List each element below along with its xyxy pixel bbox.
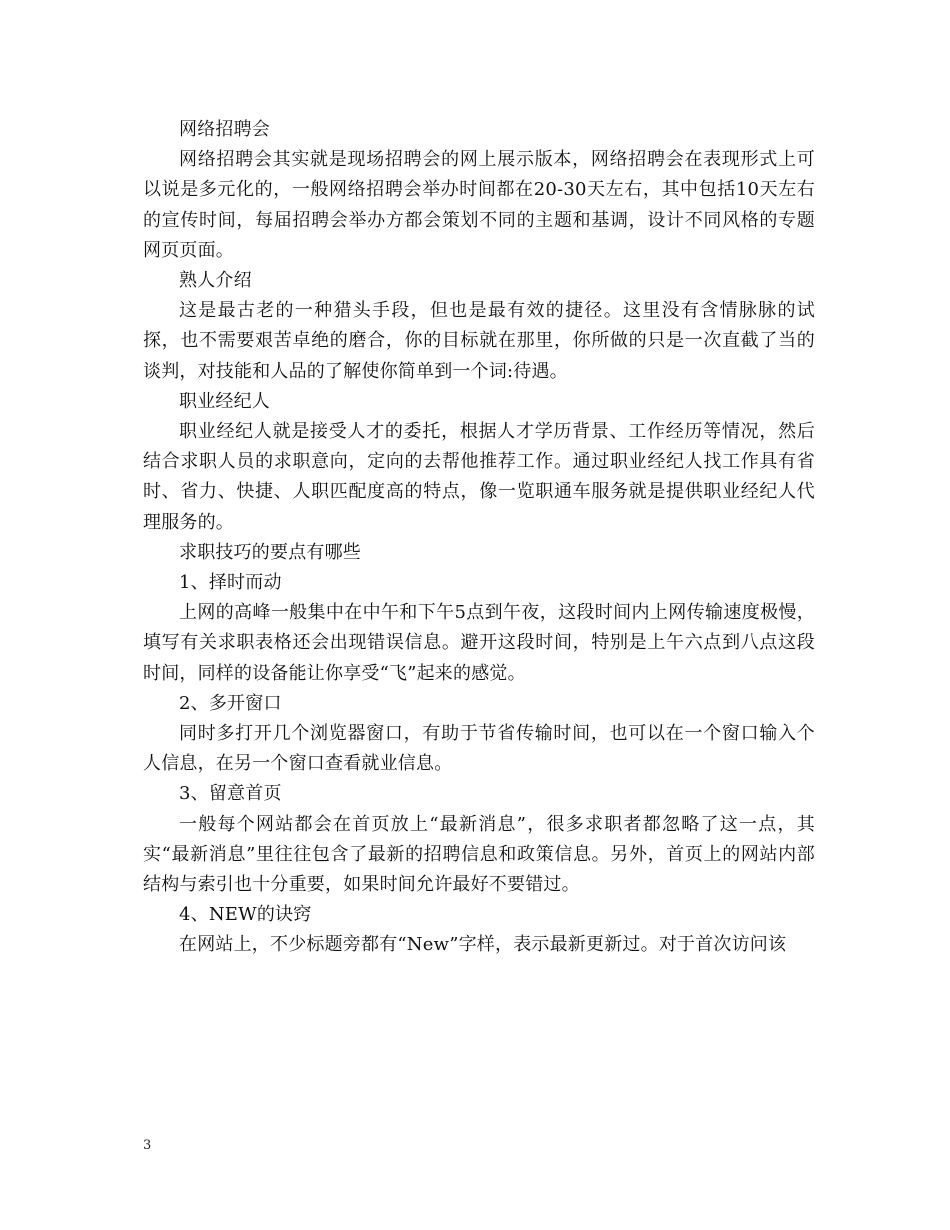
tip-heading-4: 4、NEW的诀窍: [179, 904, 312, 926]
document-body: [143, 115, 815, 961]
tip-paragraph-4: 在网站上，不少标题旁都有“New”字样，表示最新更新过。对于首次访问该: [179, 934, 787, 956]
tip-paragraph-3: 一般每个网站都会在首页放上“最新消息”，很多求职者都忽略了这一点，其实“最新消息”里往往包含了最新的招聘信息和政策信息。另外，首页上的网站内部结构与索引也十分重要，如果时间允许最好不要错过。: [143, 813, 815, 896]
paragraph-referral: 这是最古老的一种猎头手段，但也是最有效的捷径。这里没有含情脉脉的试探，也不需要艰苦卓绝的磨合，你的目标就在那里，你所做的只是一次直截了当的谈判，对技能和人品的了解使你简单到一个词:待遇。: [143, 300, 815, 382]
tip-heading-1: 1、择时而动: [179, 572, 282, 594]
tip-paragraph-2: 同时多打开几个浏览器窗口，有助于节省传输时间，也可以在一个窗口输入个人信息，在另一个窗口查看就业信息。: [143, 723, 815, 775]
paragraph-career-agent: 职业经纪人就是接受人才的委托，根据人才学历背景、工作经历等情况，然后结合求职人员的求职意向，定向的去帮他推荐工作。通过职业经纪人找工作具有省时、省力、快捷、人职匹配度高的特点，像一览职通车服务就是提供职业经纪人代理服务的。: [143, 421, 815, 533]
tip-paragraph-1: 上网的高峰一般集中在中午和下午5点到午夜，这段时间内上网传输速度极慢，填写有关求职表格还会出现错误信息。避开这段时间，特别是上午六点到八点这段时间，同样的设备能让你享受“飞”起来的感觉。: [143, 602, 815, 684]
section-heading-referral: 熟人介绍: [179, 270, 252, 292]
page-number: 3: [143, 1138, 152, 1153]
tip-heading-3: 3、留意首页: [179, 783, 282, 805]
section-heading-career-agent: 职业经纪人: [179, 390, 270, 412]
paragraph-online-job-fair: 网络招聘会其实就是现场招聘会的网上展示版本，网络招聘会在表现形式上可以说是多元化的，一般网络招聘会举办时间都在20-30天左右，其中包括10天左右的宣传时间，每届招聘会举办方都会策划不同的主题和基调，设计不同风格的专题网页页面。: [143, 149, 815, 261]
tip-heading-2: 2、多开窗口: [179, 692, 282, 714]
section-heading-online-job-fair: 网络招聘会: [179, 119, 270, 140]
section-heading-job-tips: 求职技巧的要点有哪些: [179, 541, 361, 563]
